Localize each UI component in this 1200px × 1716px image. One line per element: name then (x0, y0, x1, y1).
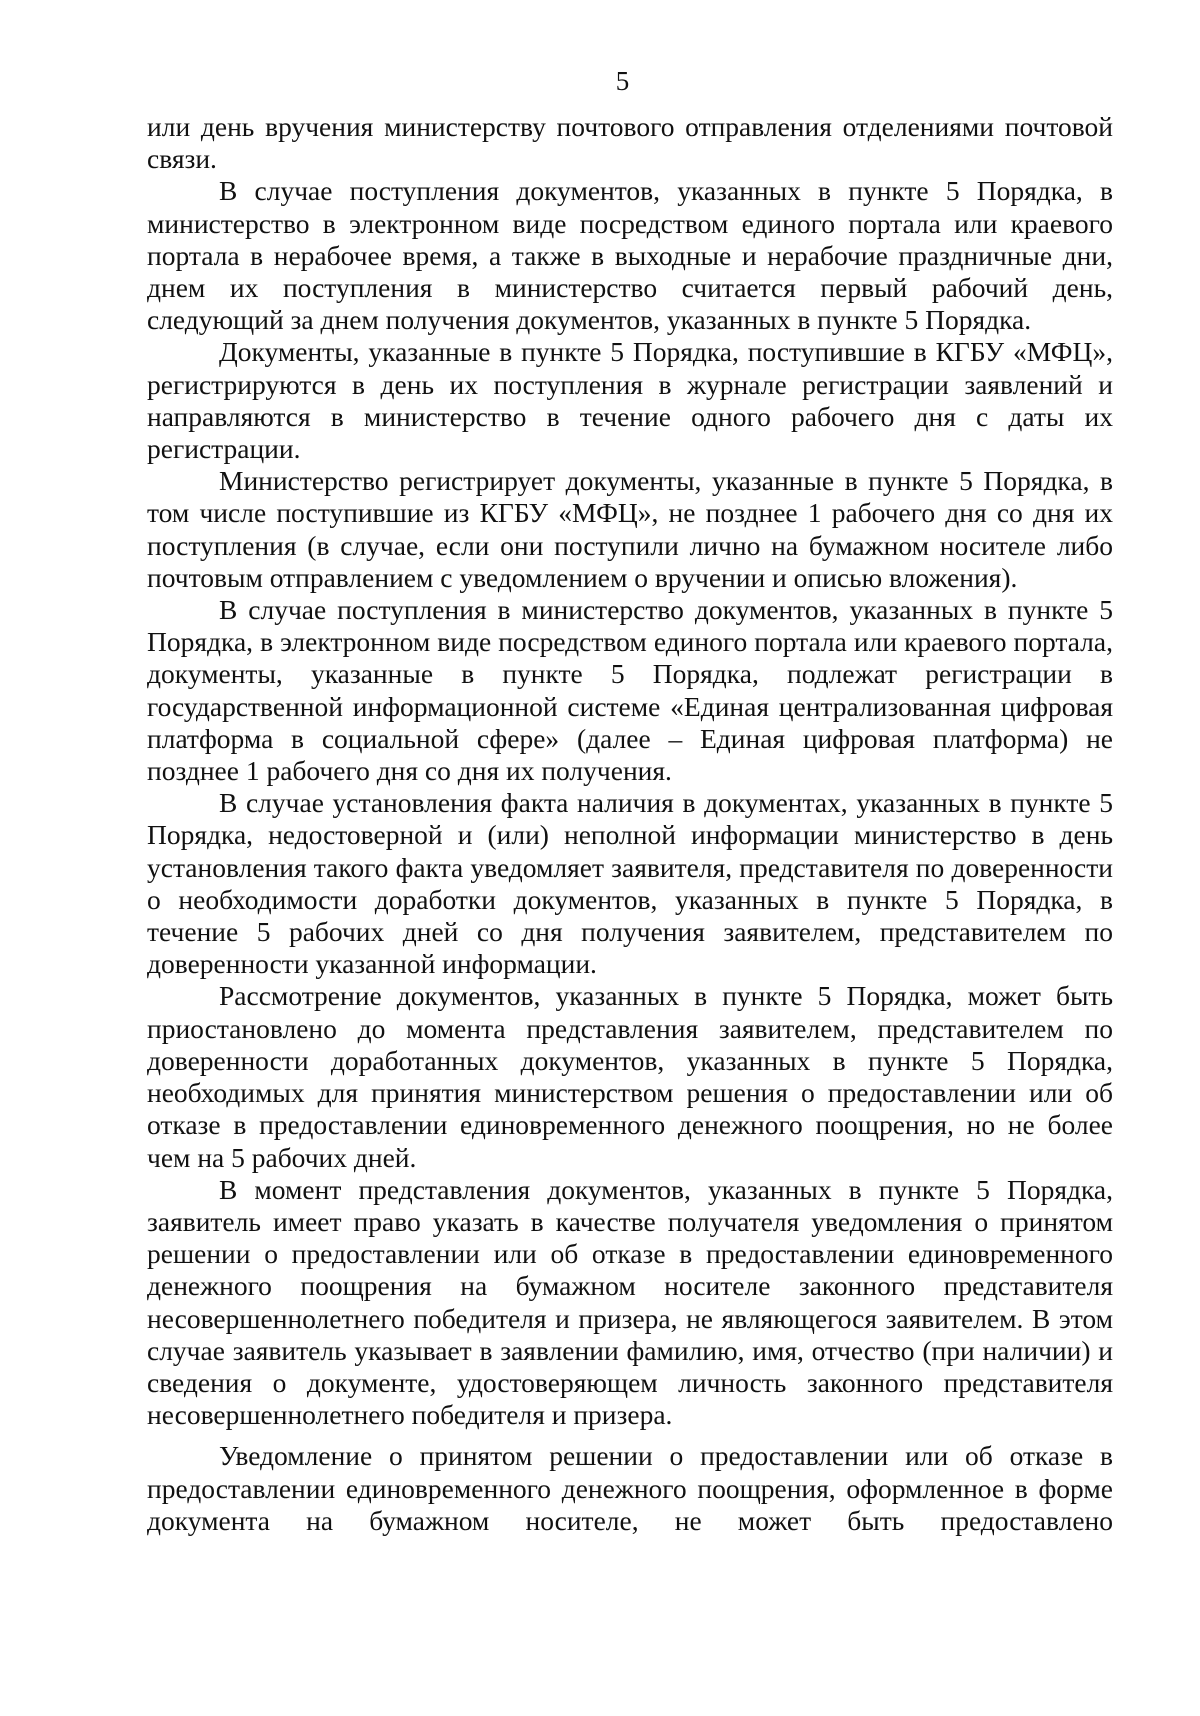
paragraph-digital-platform: В случае поступления в министерство документов, указанных в пункте 5 Порядка, в электронном виде посредством единого портала или краевого портала, документы, указанные в пункте 5 Порядка, подлежат регистрации в государственной информационной системе «Единая централизованная цифровая платформа в социальной сфере» (далее – Единая цифровая платформа) не позднее 1 рабочего дня со дня их получения. (147, 594, 1113, 787)
paragraph-continuation: или день вручения министерству почтового отправления отделениями почтовой связи. (147, 111, 1113, 175)
paragraph-incomplete-info: В случае установления факта наличия в документах, указанных в пункте 5 Порядка, недостоверной и (или) неполной информации министерство в день установления такого факта уведомляет заявителя, представителя по доверенности о необходимости доработки документов, указанных в пункте 5 Порядка, в течение 5 рабочих дней со дня получения заявителем, представителем по доверенности указанной информации. (147, 787, 1113, 980)
paragraph-notification-recipient: В момент представления документов, указанных в пункте 5 Порядка, заявитель имеет право указать в качестве получателя уведомления о принятом решении о предоставлении или об отказе в предоставлении единовременного денежного поощрения на бумажном носителе законного представителя несовершеннолетнего победителя и призера, не являющегося заявителем. В этом случае заявитель указывает в заявлении фамилию, имя, отчество (при наличии) и сведения о документе, удостоверяющем личность законного представителя несовершеннолетнего победителя и призера. (147, 1173, 1113, 1431)
paragraph-mfc-registration: Документы, указанные в пункте 5 Порядка, поступившие в КГБУ «МФЦ», регистрируются в день их поступления в журнале регистрации заявлений и направляются в министерство в течение одного рабочего дня с даты их регистрации. (147, 336, 1113, 465)
page-number: 5 (615, 66, 630, 96)
paragraph-electronic-receipt: В случае поступления документов, указанных в пункте 5 Порядка, в министерство в электронном виде посредством единого портала или краевого портала в нерабочее время, а также в выходные и нерабочие праздничные дни, днем их поступления в министерство считается первый рабочий день, следующий за днем получения документов, указанных в пункте 5 Порядка. (147, 175, 1113, 336)
paragraph-suspension: Рассмотрение документов, указанных в пункте 5 Порядка, может быть приостановлено до момента представления заявителем, представителем по доверенности доработанных документов, указанных в пункте 5 Порядка, необходимых для принятия министерством решения о предоставлении или об отказе в предоставлении единовременного денежного поощрения, но не более чем на 5 рабочих дней. (147, 980, 1113, 1173)
document-body (147, 111, 1113, 1537)
paragraph-notification-form: Уведомление о принятом решении о предоставлении или об отказе в предоставлении единовременного денежного поощрения, оформленное в форме документа на бумажном носителе, не может быть предоставлено (147, 1440, 1113, 1536)
paragraph-ministry-registration: Министерство регистрирует документы, указанные в пункте 5 Порядка, в том числе поступившие из КГБУ «МФЦ», не позднее 1 рабочего дня со дня их поступления (в случае, если они поступили лично на бумажном носителе либо почтовым отправлением с уведомлением о вручении и описью вложения). (147, 465, 1113, 593)
